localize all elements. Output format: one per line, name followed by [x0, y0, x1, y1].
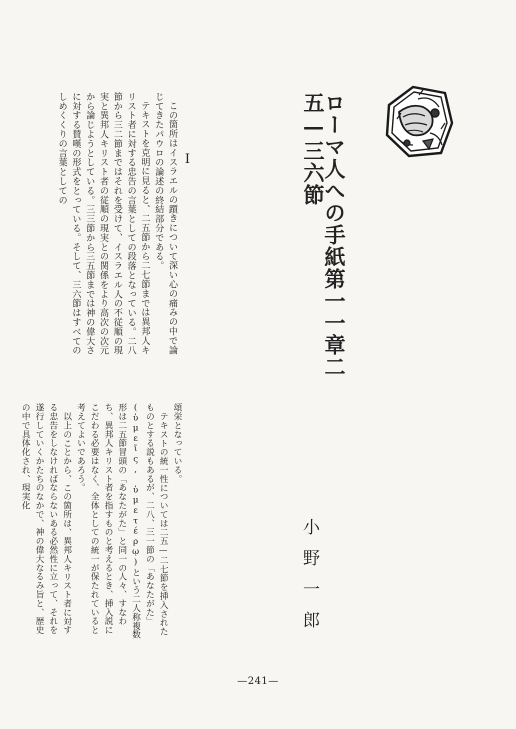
- body-text-upper: [0, 92, 178, 362]
- paragraph: この箇所はイスラエルの躓きについて深い心の痛みの中で論じてきたパウロの論述の終結部分である。: [153, 92, 177, 355]
- article-title: ローマ人への手紙第一一章二五—三六節: [301, 92, 347, 378]
- page-number: —241—: [237, 676, 279, 687]
- woodcut-emblem: [387, 87, 452, 156]
- paragraph: テキストを克明に見ると、二五節から二七節までは異邦人キリスト者に対する忠告の言葉としての段落となっている。二八節から三二節まではそれを受けて、イスラエル人の不従順の現実と異邦人キリスト者の従順の現実との関係をより高次の次元から論じようとしている。三三節から三五節までは神の偉大さに対する賛嘆の形式をとっている。そして、三六節はすべてのしめくくりの言葉としての: [56, 92, 150, 356]
- paragraph: 以上のことから、この箇所は、異邦人キリスト者に対する忠告をしなければならないある必然性に立って、それを遂行していくかたちのなかで、神の偉大なるみ旨と、歴史の中で具体化され、現実化: [20, 403, 72, 635]
- author-name: 小野一郎: [299, 518, 319, 642]
- decorative-illustration: [383, 83, 455, 159]
- paragraph: テキストの統一性については二五—二七節を挿入されたものとする説もあるが、二八、三一節の「あなたがた」(ὑμεῖς, ὑμετέρῳ)という二人称複数形は二五節冒頭の「あなたがた」と同一の人々、すなわち、異邦人キリスト者を指すものと考えるとき、挿入説にこだわる必要はなく、全体としての統一が保たれていると考えてよいであろう。: [75, 403, 169, 639]
- section-number: I: [180, 152, 195, 167]
- paragraph: 頌栄となっている。: [172, 403, 182, 484]
- body-text-lower: [0, 403, 183, 639]
